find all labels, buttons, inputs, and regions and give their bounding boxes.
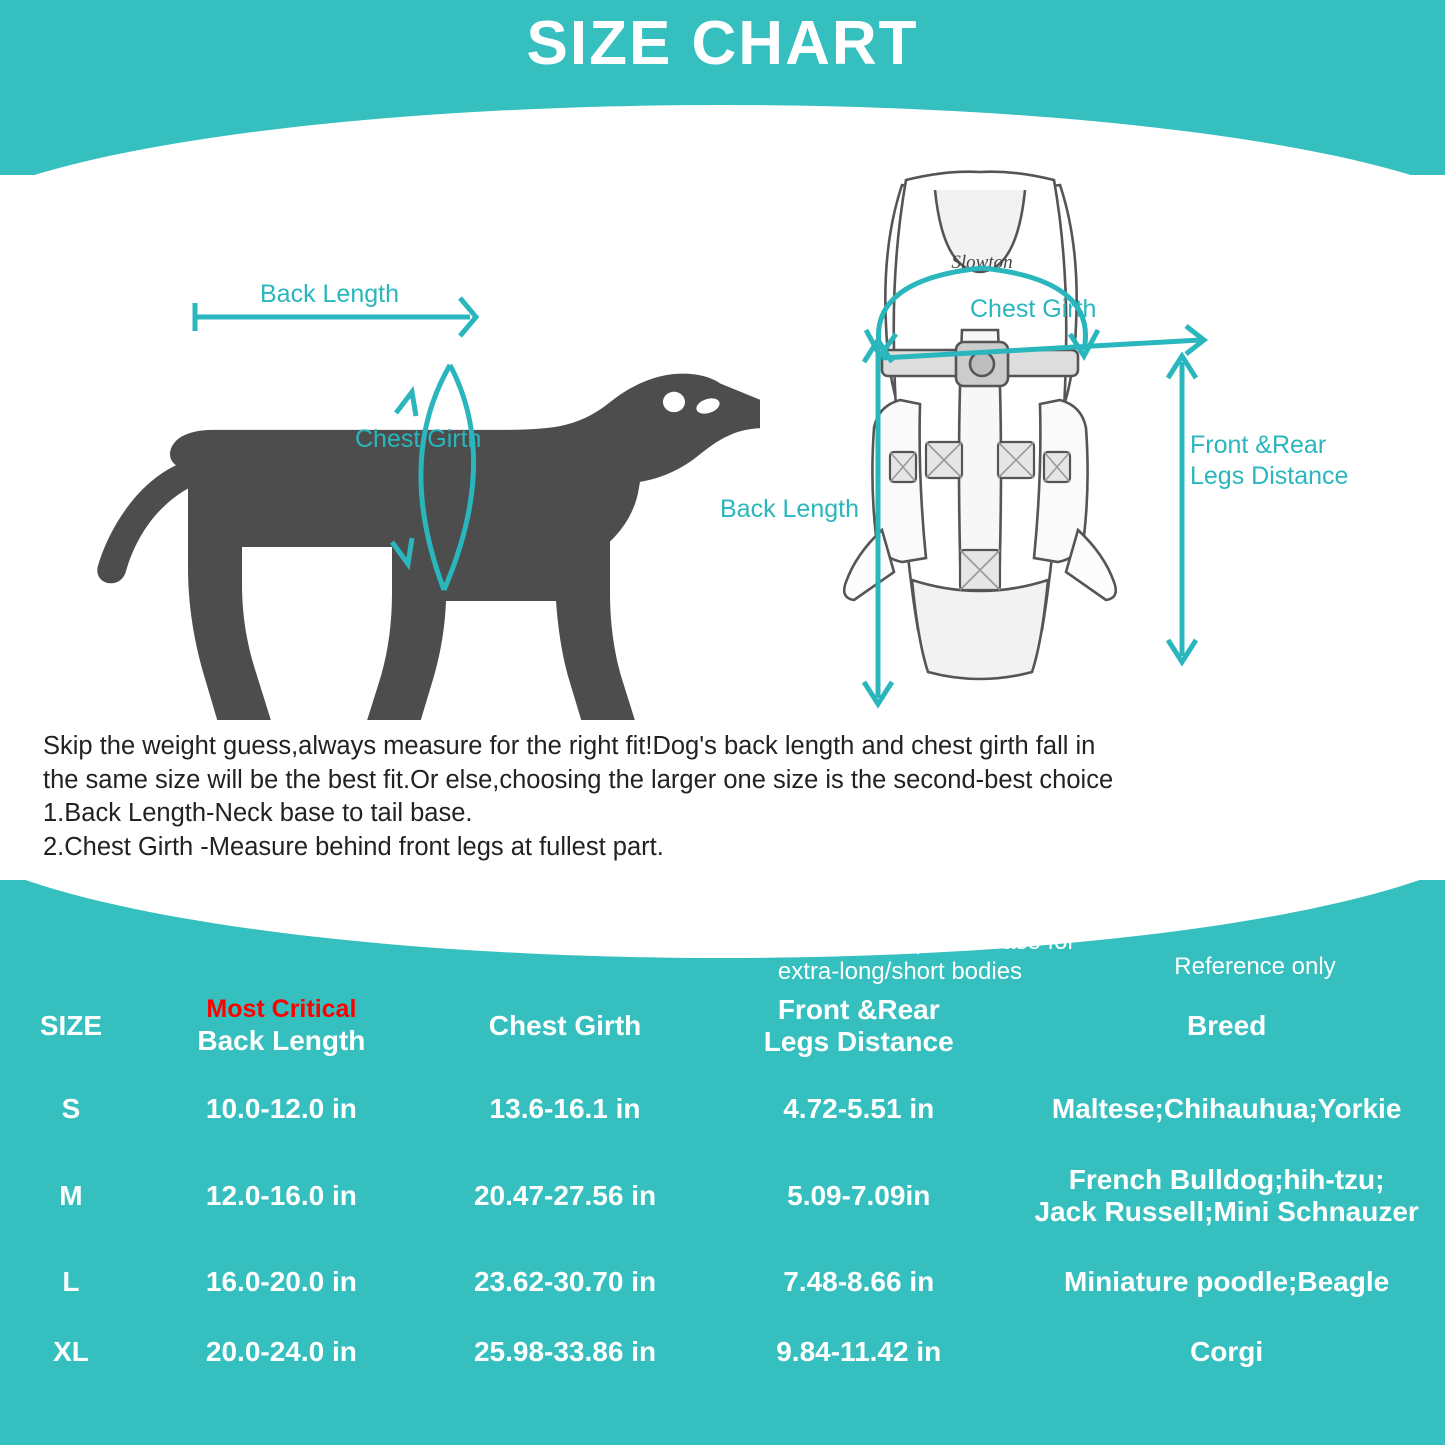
table-row <box>0 1247 1445 1317</box>
carrier-legs-distance-line1: Front &Rear <box>1190 431 1327 459</box>
measurement-instructions <box>43 730 1413 865</box>
header-legs-distance <box>709 990 1008 1074</box>
cell-breed <box>1008 1074 1445 1144</box>
special-case-note-line2: extra-long/short bodies <box>777 958 1023 985</box>
instruction-line-1: Skip the weight guess,always measure for the right fit!Dog's back length and chest girth fall in <box>43 732 1096 760</box>
cell-size: XL <box>53 1336 89 1368</box>
carrier-legs-distance-line2: Legs Distance <box>1190 462 1349 491</box>
header-back-length-label: Back Length <box>197 1024 366 1056</box>
dog-back-length-label: Back Length <box>260 280 399 308</box>
table-row <box>0 1074 1445 1144</box>
cell-chest-girth: 25.98-33.86 in <box>473 1336 657 1368</box>
carrier-back-length-label: Back Length <box>720 495 859 523</box>
cell-back-length: 20.0-24.0 in <box>205 1336 357 1368</box>
table-row <box>0 1317 1445 1387</box>
cell-breed-line1: French Bulldog;hih-tzu; <box>1068 1163 1385 1195</box>
table-row <box>0 1145 1445 1247</box>
carrier-measure-diagram <box>720 150 1430 720</box>
cell-chest-girth: 23.62-30.70 in <box>473 1265 657 1297</box>
cell-breed-line2: Jack Russell;Mini Schnauzer <box>1034 1195 1419 1227</box>
cell-size: M <box>59 1179 83 1211</box>
cell-legs-distance: 4.72-5.51 in <box>783 1093 935 1125</box>
cell-legs-distance: 9.84-11.42 in <box>776 1336 942 1368</box>
size-chart-table <box>0 990 1445 1387</box>
cell-breed-line1: Miniature poodle;Beagle <box>1064 1265 1390 1297</box>
header-legs-distance-line2: Legs Distance <box>763 1026 954 1058</box>
special-case-note <box>690 927 1110 987</box>
cell-breed <box>1008 1317 1445 1387</box>
cell-back-length: 16.0-20.0 in <box>205 1265 357 1297</box>
instruction-line-2: the same size will be the best fit.Or else,choosing the larger one size is the second-best choice <box>43 765 1114 794</box>
special-case-note-line1: Reference only: Special Case for <box>724 928 1076 955</box>
cell-chest-girth: 13.6-16.1 in <box>489 1093 641 1125</box>
carrier-legs-distance-label <box>1190 430 1410 493</box>
cell-breed <box>1008 1247 1445 1317</box>
dog-chest-girth-label: Chest Girth <box>355 425 482 453</box>
header-breed <box>1008 990 1445 1074</box>
header-legs-distance-line1: Front &Rear <box>777 994 940 1025</box>
instruction-line-4: 2.Chest Girth -Measure behind front legs at fullest part. <box>43 832 664 861</box>
size-table-section <box>0 880 1445 1445</box>
illustration-area <box>0 150 1445 730</box>
cell-size: S <box>61 1093 81 1125</box>
cell-legs-distance: 7.48-8.66 in <box>783 1265 935 1297</box>
header-chest-girth-label: Chest Girth <box>488 1010 642 1042</box>
header-banner <box>0 0 1445 175</box>
cell-breed-line1: Maltese;Chihauhua;Yorkie <box>1051 1093 1402 1125</box>
header-back-length <box>142 990 421 1074</box>
cell-chest-girth: 20.47-27.56 in <box>473 1179 657 1211</box>
carrier-chest-girth-label: Chest Girth <box>970 295 1097 323</box>
cell-breed <box>1008 1145 1445 1247</box>
dog-measure-diagram <box>60 170 760 720</box>
cell-size: L <box>62 1265 80 1297</box>
cell-back-length: 10.0-12.0 in <box>205 1093 357 1125</box>
cell-legs-distance: 5.09-7.09in <box>787 1179 931 1211</box>
reference-only-note: Reference only <box>1174 953 1336 980</box>
most-critical-tag: Most Critical <box>206 995 357 1024</box>
instruction-line-3: 1.Back Length-Neck base to tail base. <box>43 799 473 828</box>
cell-breed-line1: Corgi <box>1190 1336 1264 1368</box>
header-size-label: SIZE <box>39 1010 103 1042</box>
header-chest-girth <box>421 990 709 1074</box>
table-header-row <box>0 990 1445 1074</box>
header-size <box>0 990 142 1074</box>
svg-text:Slowton: Slowton <box>951 252 1013 273</box>
header-breed-label: Breed <box>1186 1010 1267 1042</box>
cell-back-length: 12.0-16.0 in <box>205 1179 357 1211</box>
page-title: SIZE CHART <box>526 9 919 78</box>
